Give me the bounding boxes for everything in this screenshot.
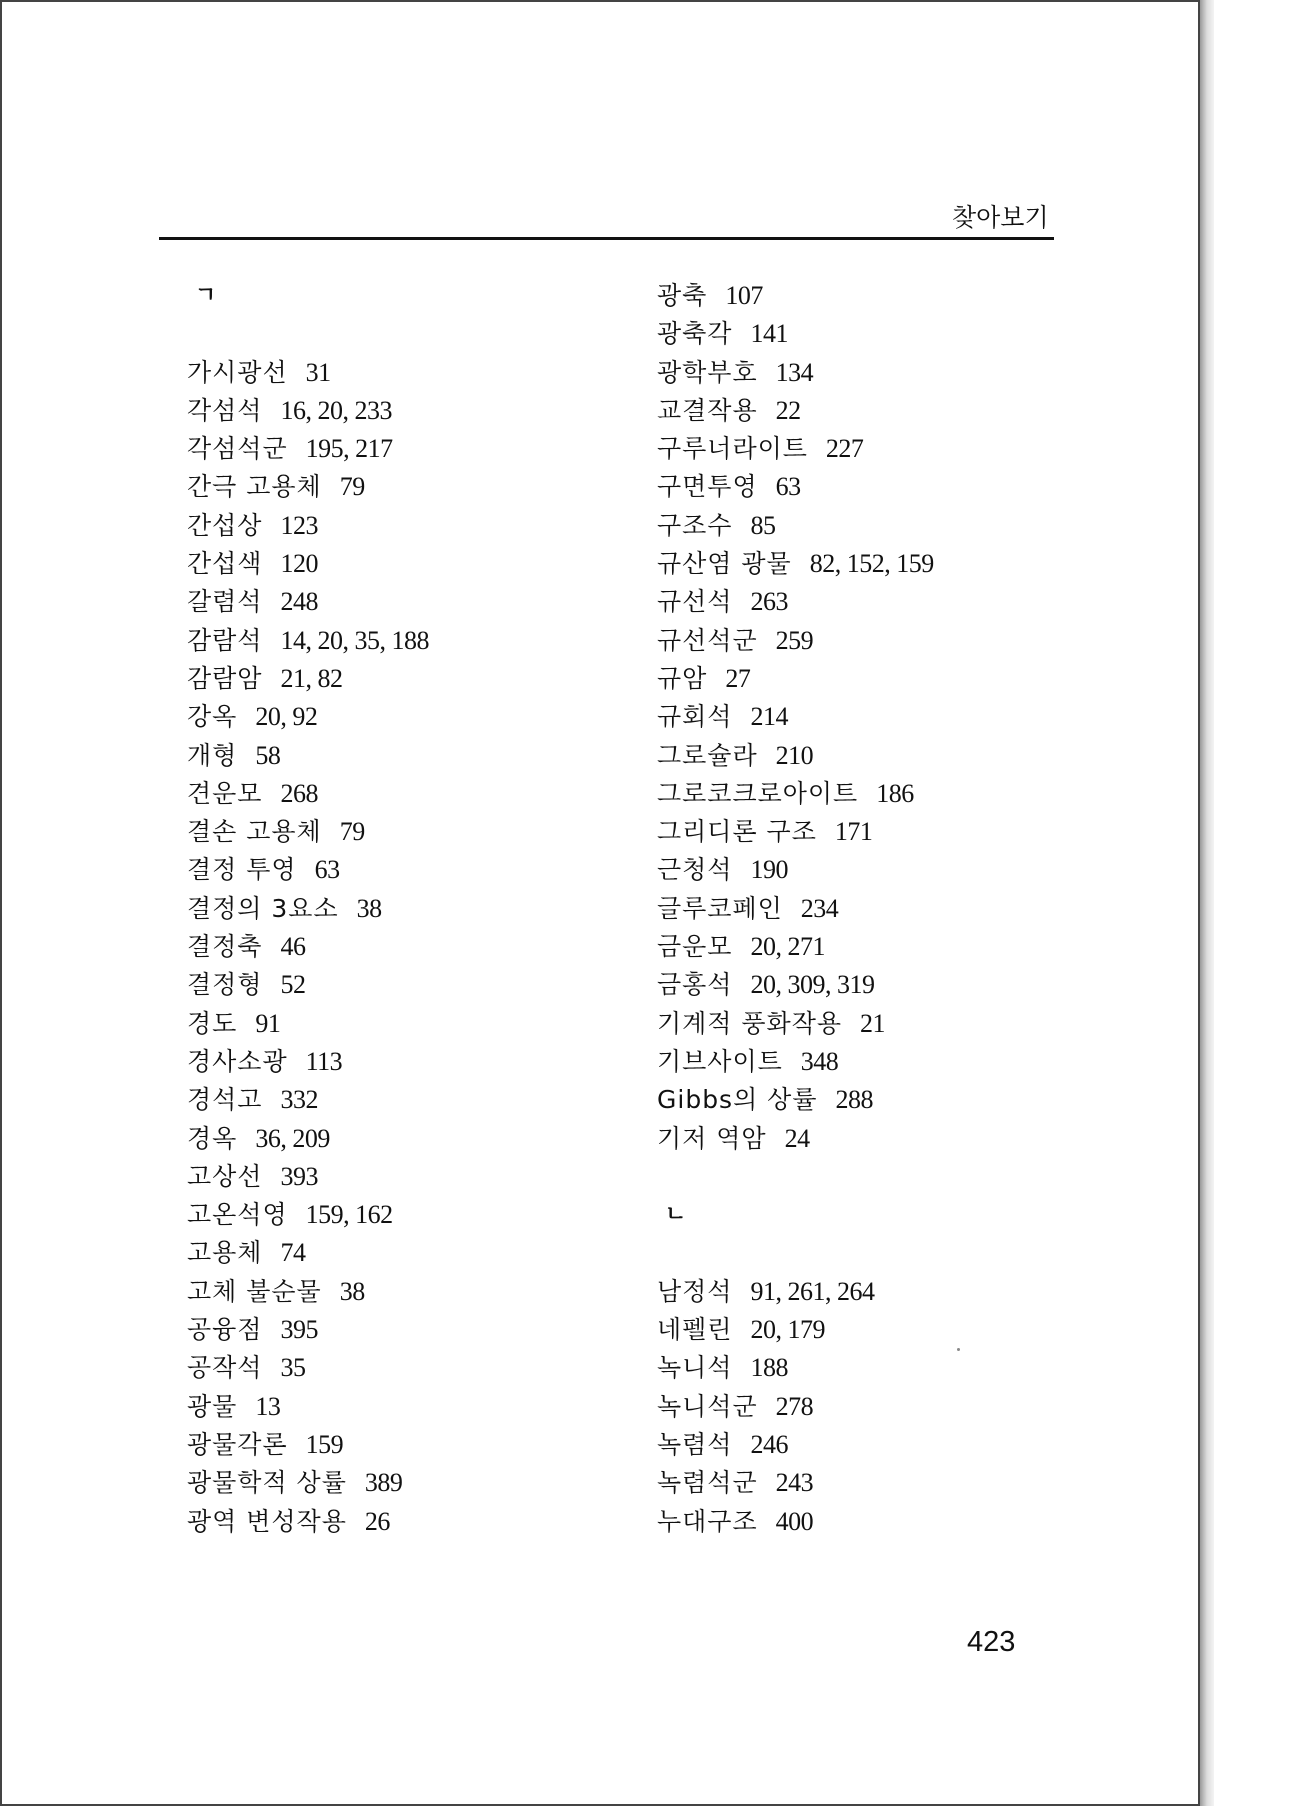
index-term: 누대구조 xyxy=(657,1506,758,1536)
index-term: 교결작용 xyxy=(657,395,758,425)
running-header-title: 찾아보기 xyxy=(952,203,1049,232)
index-entry xyxy=(657,737,1117,775)
index-entry xyxy=(187,1234,647,1272)
index-term: 광역 변성작용 xyxy=(187,1506,347,1536)
index-section-heading: ㄴ xyxy=(665,1202,687,1228)
index-term: 가시광선 xyxy=(187,357,288,387)
index-page-refs: 395 xyxy=(280,1315,318,1345)
index-term: 그리디론 구조 xyxy=(657,817,817,847)
index-page-refs: 348 xyxy=(800,1046,839,1076)
index-page-refs: 195, 217 xyxy=(305,434,393,464)
index-term: 경석고 xyxy=(187,1085,263,1115)
index-entry xyxy=(657,1081,1117,1119)
index-entry xyxy=(187,928,647,966)
index-entry xyxy=(657,315,1117,353)
index-entry xyxy=(657,698,1117,736)
index-term: 광물 xyxy=(187,1391,238,1421)
index-entry xyxy=(657,1043,1117,1081)
index-term: 고상선 xyxy=(187,1161,263,1191)
index-page-refs: 20, 92 xyxy=(255,702,318,732)
index-page-refs: 134 xyxy=(775,357,814,387)
index-term: 각섬석 xyxy=(187,395,263,425)
scan-speck xyxy=(957,1348,960,1351)
index-entry xyxy=(187,545,647,583)
index-term: 그로코크로아이트 xyxy=(657,778,859,808)
header-rule xyxy=(159,237,1054,240)
index-page-refs: 36, 209 xyxy=(255,1123,330,1153)
index-term: 고온석영 xyxy=(187,1200,288,1230)
index-entry xyxy=(187,430,647,468)
index-entry xyxy=(187,507,647,545)
index-term: 공융점 xyxy=(187,1315,263,1345)
index-term: 기브사이트 xyxy=(657,1046,783,1076)
index-term: 그로슐라 xyxy=(657,740,758,770)
index-term: 강옥 xyxy=(187,702,238,732)
index-entry xyxy=(187,392,647,430)
index-entry xyxy=(657,1426,1117,1464)
index-page-refs: 234 xyxy=(800,893,839,923)
index-entry xyxy=(187,1426,647,1464)
index-page-refs: 186 xyxy=(876,778,914,808)
index-page-refs: 263 xyxy=(750,587,788,617)
index-term: 녹렴석 xyxy=(657,1429,733,1459)
index-page-refs: 16, 20, 233 xyxy=(280,395,392,425)
index-term: 규선석군 xyxy=(657,625,758,655)
index-entry xyxy=(657,928,1117,966)
index-entry xyxy=(657,1273,1117,1311)
index-term: 녹니석 xyxy=(657,1353,733,1383)
index-term: 경도 xyxy=(187,1008,238,1038)
index-entry xyxy=(187,1081,647,1119)
index-entry xyxy=(657,545,1117,583)
section-spacer xyxy=(187,315,647,353)
index-entry xyxy=(657,1311,1117,1349)
index-term: 규산염 광물 xyxy=(657,549,792,579)
index-term: 고용체 xyxy=(187,1238,263,1268)
index-term: 금홍석 xyxy=(657,970,733,1000)
index-term: 광물각론 xyxy=(187,1429,288,1459)
index-page-refs: 63 xyxy=(775,472,801,502)
index-term: 규회석 xyxy=(657,702,733,732)
index-page-refs: 190 xyxy=(750,855,788,885)
index-page-refs: 91 xyxy=(255,1008,281,1038)
index-page-refs: 113 xyxy=(305,1046,343,1076)
index-page-refs: 13 xyxy=(255,1391,281,1421)
index-entry xyxy=(187,1043,647,1081)
index-entry xyxy=(657,775,1117,813)
index-page-refs: 389 xyxy=(364,1468,403,1498)
index-entry xyxy=(187,660,647,698)
index-page-refs: 82, 152, 159 xyxy=(809,549,934,579)
index-entry xyxy=(657,1388,1117,1426)
index-term: 광축각 xyxy=(657,319,733,349)
section-spacer xyxy=(657,1158,1117,1196)
index-term: 구면투영 xyxy=(657,472,758,502)
index-entry xyxy=(187,1158,647,1196)
index-term: 간극 고용체 xyxy=(187,472,322,502)
index-entry xyxy=(187,737,647,775)
index-term: 기저 역암 xyxy=(657,1123,767,1153)
index-page-refs: 35 xyxy=(280,1353,306,1383)
section-spacer xyxy=(657,1234,1117,1272)
index-page-refs: 91, 261, 264 xyxy=(750,1276,875,1306)
index-term: 고체 불순물 xyxy=(187,1276,322,1306)
index-page-refs: 21 xyxy=(860,1008,885,1038)
index-entry xyxy=(657,507,1117,545)
index-entry xyxy=(187,1349,647,1387)
index-term: 네펠린 xyxy=(657,1315,733,1345)
index-entry xyxy=(187,1120,647,1158)
index-section-heading: ㄱ xyxy=(195,283,217,308)
index-page-refs: 227 xyxy=(825,434,864,464)
index-entry xyxy=(187,775,647,813)
index-page-refs: 259 xyxy=(775,625,814,655)
index-page-refs: 58 xyxy=(255,740,281,770)
index-entry xyxy=(657,1349,1117,1387)
index-term: 근청석 xyxy=(657,855,733,885)
index-page-refs: 171 xyxy=(834,817,873,847)
index-term: 감람암 xyxy=(187,663,263,693)
index-entry xyxy=(187,890,647,928)
index-entry xyxy=(187,354,647,392)
index-entry xyxy=(187,1311,647,1349)
index-entry xyxy=(657,1503,1117,1541)
index-page-refs: 288 xyxy=(835,1085,873,1115)
index-page-refs: 393 xyxy=(280,1161,318,1191)
index-term: 간섭색 xyxy=(187,549,263,579)
index-page-refs: 159, 162 xyxy=(305,1200,393,1230)
index-term: 녹니석군 xyxy=(657,1391,758,1421)
index-entry xyxy=(187,698,647,736)
index-page-refs: 46 xyxy=(280,932,306,962)
index-term: 결정형 xyxy=(187,970,263,1000)
index-page-refs: 159 xyxy=(305,1429,344,1459)
index-page-refs: 332 xyxy=(280,1085,318,1115)
index-entry xyxy=(187,1273,647,1311)
index-term: 갈렴석 xyxy=(187,587,263,617)
index-term: 금운모 xyxy=(657,932,733,962)
index-entry xyxy=(657,660,1117,698)
index-column-right xyxy=(657,277,1117,1541)
index-entry xyxy=(187,851,647,889)
index-entry xyxy=(657,622,1117,660)
index-page-refs: 31 xyxy=(305,357,331,387)
index-term: 개형 xyxy=(187,740,238,770)
index-entry xyxy=(657,277,1117,315)
index-entry xyxy=(187,468,647,506)
index-page-refs: 38 xyxy=(339,1276,365,1306)
index-term: 규암 xyxy=(657,663,708,693)
index-term: 남정석 xyxy=(657,1276,733,1306)
index-term: 규선석 xyxy=(657,587,733,617)
index-page-refs: 214 xyxy=(750,702,788,732)
index-entry xyxy=(657,890,1117,928)
page-number: 423 xyxy=(967,1626,1016,1658)
index-page-refs: 63 xyxy=(314,855,340,885)
index-page-refs: 20, 179 xyxy=(750,1315,825,1345)
index-term: 광물학적 상률 xyxy=(187,1468,347,1498)
index-term: 경옥 xyxy=(187,1123,238,1153)
index-term: 광축 xyxy=(657,281,708,310)
index-entry xyxy=(187,622,647,660)
index-entry xyxy=(657,1005,1117,1043)
index-entry xyxy=(187,1464,647,1502)
index-page-refs: 400 xyxy=(775,1506,814,1536)
index-term: 광학부호 xyxy=(657,357,758,387)
index-entry xyxy=(657,392,1117,430)
index-page-refs: 248 xyxy=(280,587,318,617)
index-term: 구루너라이트 xyxy=(657,434,808,464)
index-term: Gibbs의 상률 xyxy=(657,1085,818,1115)
index-entry xyxy=(657,966,1117,1004)
index-page-refs: 20, 271 xyxy=(750,932,825,962)
index-term: 경사소광 xyxy=(187,1046,288,1076)
index-entry xyxy=(657,468,1117,506)
index-entry xyxy=(187,1196,647,1234)
index-term: 간섭상 xyxy=(187,510,263,540)
index-page-refs: 141 xyxy=(750,319,788,349)
index-entry xyxy=(187,1388,647,1426)
index-page-refs: 38 xyxy=(356,893,382,923)
index-page-refs: 22 xyxy=(775,395,801,425)
index-term: 구조수 xyxy=(657,510,733,540)
index-page-refs: 74 xyxy=(280,1238,306,1268)
index-page-refs: 107 xyxy=(725,281,763,310)
index-term: 녹렴석군 xyxy=(657,1468,758,1498)
index-page-refs: 79 xyxy=(339,472,365,502)
index-entry xyxy=(657,1120,1117,1158)
index-entry xyxy=(657,583,1117,621)
index-entry xyxy=(657,354,1117,392)
index-page-refs: 85 xyxy=(750,510,776,540)
index-page-refs: 268 xyxy=(280,778,318,808)
index-page-refs: 210 xyxy=(775,740,814,770)
index-page-refs: 188 xyxy=(750,1353,788,1383)
index-entry xyxy=(187,813,647,851)
page-edge-shadow xyxy=(1200,0,1214,1806)
index-entry xyxy=(657,1464,1117,1502)
index-term: 글루코페인 xyxy=(657,893,783,923)
index-page-refs: 120 xyxy=(280,549,318,579)
index-page-refs: 14, 20, 35, 188 xyxy=(280,625,429,655)
index-entry xyxy=(187,966,647,1004)
index-page-refs: 26 xyxy=(364,1506,390,1536)
index-term: 기계적 풍화작용 xyxy=(657,1008,842,1038)
index-page-refs: 79 xyxy=(339,817,365,847)
index-page-refs: 20, 309, 319 xyxy=(750,970,875,1000)
index-term: 결정 투영 xyxy=(187,855,297,885)
index-entry xyxy=(657,430,1117,468)
index-page-refs: 278 xyxy=(775,1391,814,1421)
index-term: 결정축 xyxy=(187,932,263,962)
index-page-refs: 243 xyxy=(775,1468,814,1498)
index-term: 결정의 3요소 xyxy=(187,893,339,923)
index-entry xyxy=(657,813,1117,851)
index-term: 감람석 xyxy=(187,625,263,655)
index-entry xyxy=(187,1005,647,1043)
background-margin xyxy=(1214,0,1302,1806)
index-page-refs: 52 xyxy=(280,970,306,1000)
index-page-refs: 27 xyxy=(725,663,751,693)
index-entry xyxy=(187,583,647,621)
index-page-refs: 21, 82 xyxy=(280,663,343,693)
index-term: 견운모 xyxy=(187,778,263,808)
index-term: 결손 고용체 xyxy=(187,817,322,847)
index-term: 공작석 xyxy=(187,1353,263,1383)
index-page-refs: 123 xyxy=(280,510,318,540)
index-column-left xyxy=(187,277,647,1541)
index-page-refs: 24 xyxy=(784,1123,810,1153)
index-term: 각섬석군 xyxy=(187,434,288,464)
index-entry xyxy=(657,851,1117,889)
index-entry xyxy=(187,1503,647,1541)
index-page-refs: 246 xyxy=(750,1429,788,1459)
